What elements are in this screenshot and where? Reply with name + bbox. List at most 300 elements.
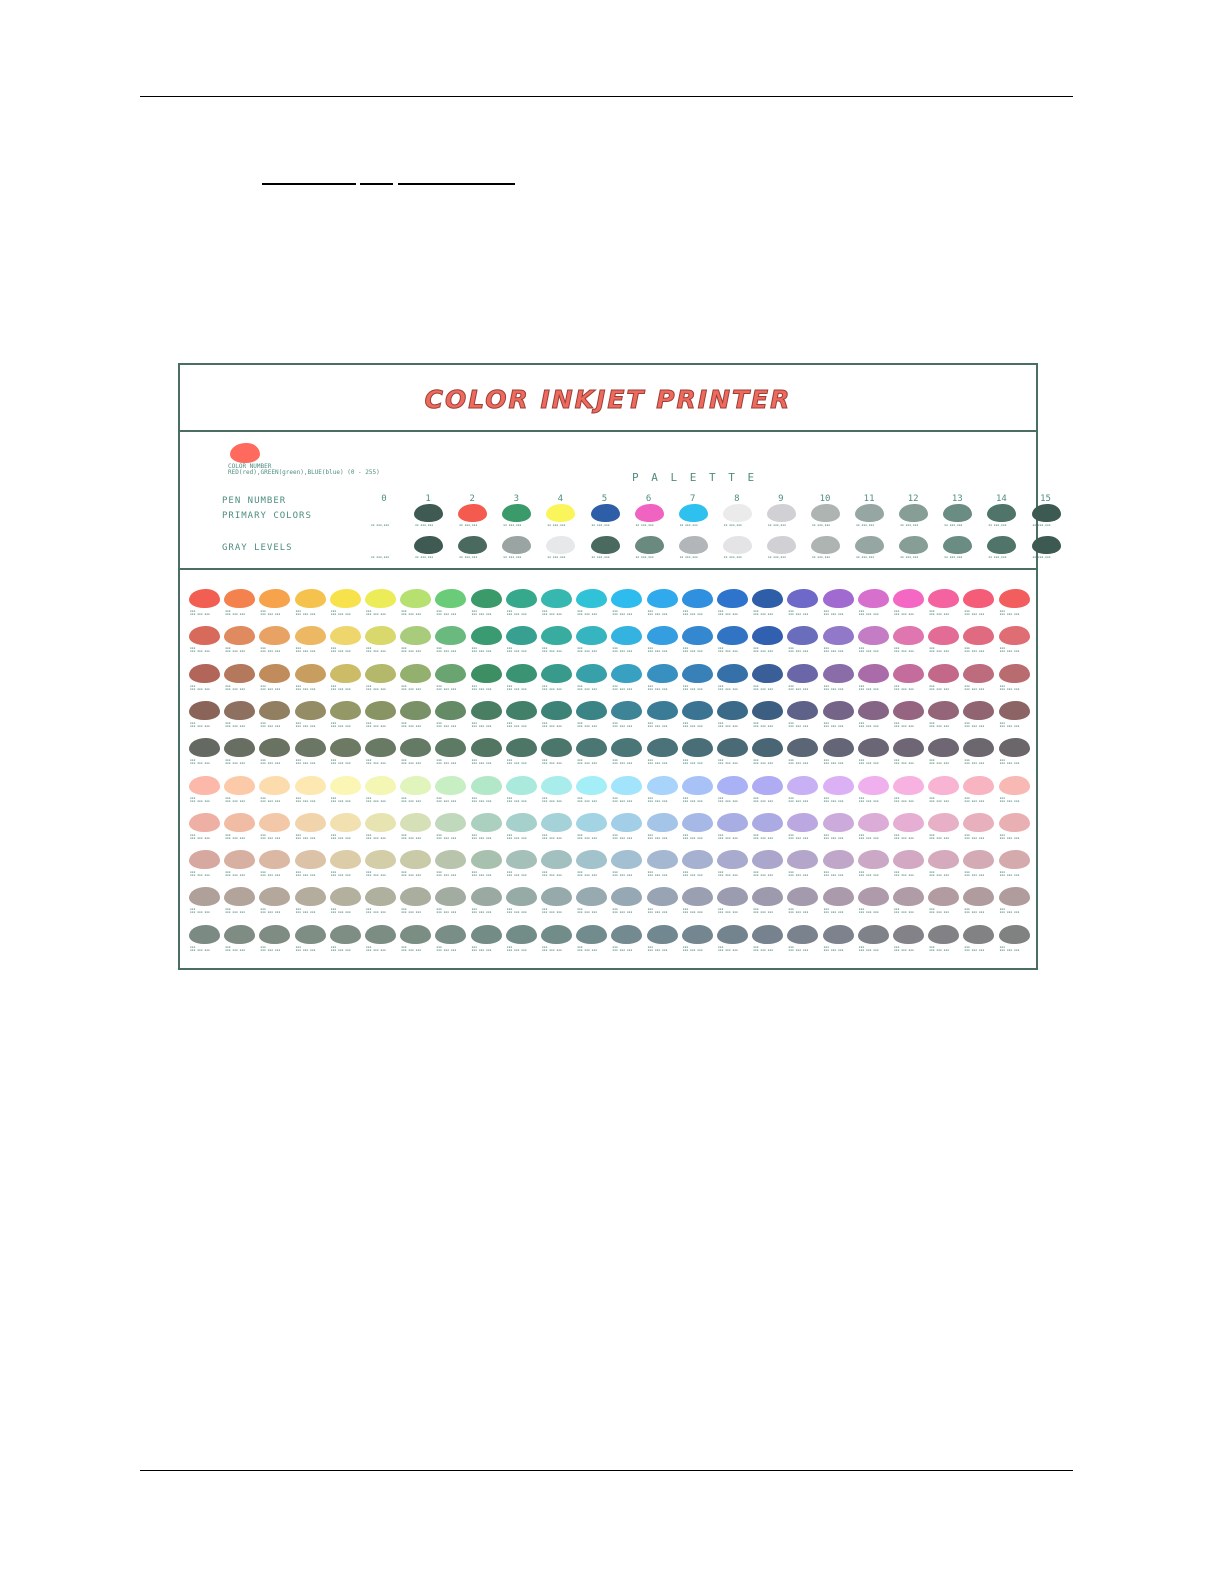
color-swatch — [928, 626, 959, 645]
color-swatch-caption: ▪▪▪ ▪▪▪ ▪▪▪ ▪▪▪ — [436, 646, 457, 654]
color-swatch — [928, 813, 959, 832]
color-swatch-caption: ▪▪▪ ▪▪▪ ▪▪▪ ▪▪▪ — [858, 758, 879, 766]
color-swatch-caption: ▪▪▪ ▪▪▪ ▪▪▪ ▪▪▪ — [295, 870, 316, 878]
color-swatch — [682, 776, 713, 795]
color-swatch — [647, 589, 678, 608]
color-swatch — [858, 664, 889, 683]
color-swatch-caption: ▪▪▪ ▪▪▪ ▪▪▪ ▪▪▪ — [894, 795, 914, 803]
color-swatch — [259, 664, 290, 683]
color-swatch — [224, 701, 255, 720]
pen-number: 2 — [469, 494, 475, 504]
gray-level-swatch-caption: ▪▪ ▪▪▪,▪▪▪ — [415, 555, 434, 559]
color-swatch — [893, 813, 924, 832]
color-swatch — [471, 701, 502, 720]
color-swatch-caption: ▪▪▪ ▪▪▪ ▪▪▪ ▪▪▪ — [471, 609, 492, 616]
color-swatch-caption: ▪▪▪ ▪▪▪ ▪▪▪ ▪▪▪ — [436, 795, 457, 803]
primary-color-swatch — [591, 504, 620, 522]
color-swatch-caption: ▪▪▪ ▪▪▪ ▪▪▪ ▪▪▪ — [471, 870, 492, 878]
color-swatch — [611, 813, 642, 832]
color-swatch — [576, 776, 607, 795]
color-swatch-caption: ▪▪▪ ▪▪▪ ▪▪▪ ▪▪▪ — [929, 870, 950, 878]
color-swatch — [963, 738, 994, 757]
color-swatch-caption: ▪▪▪ ▪▪▪ ▪▪▪ ▪▪▪ — [753, 720, 774, 728]
color-swatch-caption: ▪▪▪ ▪▪▪ ▪▪▪ ▪▪▪ — [718, 609, 738, 616]
color-swatch-caption: ▪▪▪ ▪▪▪ ▪▪▪ ▪▪▪ — [506, 609, 527, 616]
color-swatch-caption: ▪▪▪ ▪▪▪ ▪▪▪ ▪▪▪ — [858, 720, 879, 728]
footer-rule — [140, 1470, 1073, 1471]
primary-color-swatch-caption: ▪▪ ▪▪▪,▪▪▪ — [679, 523, 698, 527]
color-swatch-caption: ▪▪▪ ▪▪▪ ▪▪▪ ▪▪▪ — [401, 795, 422, 803]
color-swatch-caption: ▪▪▪ ▪▪▪ ▪▪▪ ▪▪▪ — [788, 609, 809, 616]
color-swatch-caption: ▪▪▪ ▪▪▪ ▪▪▪ ▪▪▪ — [858, 646, 879, 654]
color-swatch — [189, 850, 220, 869]
color-swatch-caption: ▪▪▪ ▪▪▪ ▪▪▪ ▪▪▪ — [190, 646, 210, 654]
color-swatch-caption: ▪▪▪ ▪▪▪ ▪▪▪ ▪▪▪ — [894, 758, 914, 766]
color-swatch-caption: ▪▪▪ ▪▪▪ ▪▪▪ ▪▪▪ — [858, 832, 879, 840]
color-swatch-caption: ▪▪▪ ▪▪▪ ▪▪▪ ▪▪▪ — [682, 609, 703, 616]
color-swatch-caption: ▪▪▪ ▪▪▪ ▪▪▪ ▪▪▪ — [542, 683, 562, 691]
color-swatch-caption: ▪▪▪ ▪▪▪ ▪▪▪ ▪▪▪ — [577, 944, 598, 952]
color-swatch-caption: ▪▪▪ ▪▪▪ ▪▪▪ ▪▪▪ — [260, 795, 281, 803]
color-swatch — [611, 589, 642, 608]
color-swatch — [823, 738, 854, 757]
color-swatch — [224, 626, 255, 645]
gray-level-swatch — [943, 536, 972, 554]
color-swatch — [963, 664, 994, 683]
color-swatch-caption: ▪▪▪ ▪▪▪ ▪▪▪ ▪▪▪ — [753, 944, 774, 952]
primary-color-swatch-caption: ▪▪ ▪▪▪,▪▪▪ — [944, 523, 963, 527]
color-swatch — [400, 813, 431, 832]
color-swatch — [189, 738, 220, 757]
gray-level-swatch-caption: ▪▪ ▪▪▪,▪▪▪ — [459, 555, 478, 559]
color-swatch — [717, 626, 748, 645]
color-swatch-caption: ▪▪▪ ▪▪▪ ▪▪▪ ▪▪▪ — [436, 720, 457, 728]
color-swatch — [295, 738, 326, 757]
pen-number: 9 — [778, 494, 784, 504]
color-swatch — [330, 626, 361, 645]
color-swatch — [576, 589, 607, 608]
color-swatch-caption: ▪▪▪ ▪▪▪ ▪▪▪ ▪▪▪ — [718, 907, 738, 915]
color-swatch — [858, 701, 889, 720]
color-swatch — [259, 701, 290, 720]
color-swatch-caption: ▪▪▪ ▪▪▪ ▪▪▪ ▪▪▪ — [260, 758, 281, 766]
color-swatch-caption: ▪▪▪ ▪▪▪ ▪▪▪ ▪▪▪ — [506, 683, 527, 691]
gray-level-swatch — [855, 536, 884, 554]
pen-number: 0 — [381, 494, 387, 504]
color-swatch-caption: ▪▪▪ ▪▪▪ ▪▪▪ ▪▪▪ — [788, 720, 809, 728]
color-swatch-caption: ▪▪▪ ▪▪▪ ▪▪▪ ▪▪▪ — [929, 758, 950, 766]
color-swatch-caption: ▪▪▪ ▪▪▪ ▪▪▪ ▪▪▪ — [577, 758, 598, 766]
primary-colors-label: PRIMARY COLORS — [222, 511, 312, 521]
color-swatch-caption: ▪▪▪ ▪▪▪ ▪▪▪ ▪▪▪ — [190, 609, 210, 616]
color-swatch — [365, 887, 396, 906]
color-swatch — [400, 887, 431, 906]
color-swatch-caption: ▪▪▪ ▪▪▪ ▪▪▪ ▪▪▪ — [647, 683, 668, 691]
color-swatch — [752, 776, 783, 795]
color-swatch-caption: ▪▪▪ ▪▪▪ ▪▪▪ ▪▪▪ — [894, 646, 914, 654]
color-swatch-caption: ▪▪▪ ▪▪▪ ▪▪▪ ▪▪▪ — [823, 832, 844, 840]
gray-level-swatch — [414, 536, 443, 554]
color-swatch-caption: ▪▪▪ ▪▪▪ ▪▪▪ ▪▪▪ — [506, 832, 527, 840]
color-swatch-caption: ▪▪▪ ▪▪▪ ▪▪▪ ▪▪▪ — [542, 609, 562, 616]
color-swatch — [259, 589, 290, 608]
color-swatch-caption: ▪▪▪ ▪▪▪ ▪▪▪ ▪▪▪ — [330, 907, 351, 915]
color-swatch-caption: ▪▪▪ ▪▪▪ ▪▪▪ ▪▪▪ — [436, 758, 457, 766]
primary-color-swatch — [987, 504, 1016, 522]
color-swatch-caption: ▪▪▪ ▪▪▪ ▪▪▪ ▪▪▪ — [647, 870, 668, 878]
color-swatch-caption: ▪▪▪ ▪▪▪ ▪▪▪ ▪▪▪ — [999, 944, 1020, 952]
color-swatch-caption: ▪▪▪ ▪▪▪ ▪▪▪ ▪▪▪ — [577, 870, 598, 878]
color-swatch-caption: ▪▪▪ ▪▪▪ ▪▪▪ ▪▪▪ — [366, 720, 386, 728]
color-swatch — [823, 813, 854, 832]
color-swatch — [471, 925, 502, 944]
color-swatch-caption: ▪▪▪ ▪▪▪ ▪▪▪ ▪▪▪ — [190, 907, 210, 915]
color-swatch — [752, 701, 783, 720]
primary-color-swatch-caption: ▪▪ ▪▪▪,▪▪▪ — [1032, 523, 1051, 527]
color-swatch — [717, 887, 748, 906]
color-swatch-caption: ▪▪▪ ▪▪▪ ▪▪▪ ▪▪▪ — [788, 832, 809, 840]
gray-level-swatch — [1032, 536, 1061, 554]
pen-number: 15 — [1040, 494, 1051, 504]
color-swatch — [471, 776, 502, 795]
color-swatch-caption: ▪▪▪ ▪▪▪ ▪▪▪ ▪▪▪ — [682, 944, 703, 952]
color-swatch-caption: ▪▪▪ ▪▪▪ ▪▪▪ ▪▪▪ — [330, 720, 351, 728]
color-swatch — [224, 738, 255, 757]
color-swatch — [928, 701, 959, 720]
color-swatch-caption: ▪▪▪ ▪▪▪ ▪▪▪ ▪▪▪ — [788, 683, 809, 691]
color-swatch — [506, 701, 537, 720]
color-swatch-caption: ▪▪▪ ▪▪▪ ▪▪▪ ▪▪▪ — [330, 944, 351, 952]
color-swatch — [787, 589, 818, 608]
color-swatch-caption: ▪▪▪ ▪▪▪ ▪▪▪ ▪▪▪ — [894, 944, 914, 952]
color-swatch — [295, 776, 326, 795]
color-swatch — [576, 813, 607, 832]
color-swatch — [752, 887, 783, 906]
color-swatch-caption: ▪▪▪ ▪▪▪ ▪▪▪ ▪▪▪ — [401, 720, 422, 728]
color-swatch — [647, 701, 678, 720]
color-swatch-caption: ▪▪▪ ▪▪▪ ▪▪▪ ▪▪▪ — [366, 907, 386, 915]
color-swatch — [823, 664, 854, 683]
color-swatch — [471, 664, 502, 683]
primary-color-swatch-caption: ▪▪ ▪▪▪,▪▪▪ — [767, 523, 786, 527]
color-swatch-caption: ▪▪▪ ▪▪▪ ▪▪▪ ▪▪▪ — [682, 795, 703, 803]
color-swatch — [506, 813, 537, 832]
color-swatch-caption: ▪▪▪ ▪▪▪ ▪▪▪ ▪▪▪ — [682, 832, 703, 840]
pen-number: 5 — [601, 494, 608, 504]
color-swatch-caption: ▪▪▪ ▪▪▪ ▪▪▪ ▪▪▪ — [999, 795, 1020, 803]
color-swatch-caption: ▪▪▪ ▪▪▪ ▪▪▪ ▪▪▪ — [858, 683, 879, 691]
color-swatch-caption: ▪▪▪ ▪▪▪ ▪▪▪ ▪▪▪ — [330, 832, 351, 840]
color-swatch-caption: ▪▪▪ ▪▪▪ ▪▪▪ ▪▪▪ — [999, 832, 1020, 840]
color-swatch — [400, 925, 431, 944]
color-swatch-caption: ▪▪▪ ▪▪▪ ▪▪▪ ▪▪▪ — [577, 683, 598, 691]
color-swatch-caption: ▪▪▪ ▪▪▪ ▪▪▪ ▪▪▪ — [753, 683, 774, 691]
color-swatch-caption: ▪▪▪ ▪▪▪ ▪▪▪ ▪▪▪ — [858, 907, 879, 915]
color-swatch — [823, 925, 854, 944]
color-swatch — [963, 850, 994, 869]
color-swatch-caption: ▪▪▪ ▪▪▪ ▪▪▪ ▪▪▪ — [542, 795, 562, 803]
color-swatch-caption: ▪▪▪ ▪▪▪ ▪▪▪ ▪▪▪ — [612, 609, 633, 616]
gray-level-swatch — [723, 536, 752, 554]
gray-level-swatch-caption: ▪▪ ▪▪▪,▪▪▪ — [371, 555, 390, 559]
color-swatch — [471, 626, 502, 645]
color-swatch-caption: ▪▪▪ ▪▪▪ ▪▪▪ ▪▪▪ — [718, 832, 738, 840]
color-swatch — [611, 850, 642, 869]
color-swatch-caption: ▪▪▪ ▪▪▪ ▪▪▪ ▪▪▪ — [366, 832, 386, 840]
palette-label: P A L E T T E — [632, 471, 758, 484]
color-swatch — [717, 738, 748, 757]
color-swatch-caption: ▪▪▪ ▪▪▪ ▪▪▪ ▪▪▪ — [718, 758, 738, 766]
color-swatch — [576, 925, 607, 944]
color-swatch — [259, 738, 290, 757]
color-swatch — [295, 813, 326, 832]
color-swatch-caption: ▪▪▪ ▪▪▪ ▪▪▪ ▪▪▪ — [823, 646, 844, 654]
color-swatch — [858, 589, 889, 608]
primary-color-swatch-caption: ▪▪ ▪▪▪,▪▪▪ — [723, 523, 742, 527]
color-swatch-caption: ▪▪▪ ▪▪▪ ▪▪▪ ▪▪▪ — [577, 832, 598, 840]
color-swatch-caption: ▪▪▪ ▪▪▪ ▪▪▪ ▪▪▪ — [929, 683, 950, 691]
color-swatch-caption: ▪▪▪ ▪▪▪ ▪▪▪ ▪▪▪ — [506, 944, 527, 952]
pen-number: 12 — [907, 494, 919, 504]
color-swatch-caption: ▪▪▪ ▪▪▪ ▪▪▪ ▪▪▪ — [929, 795, 950, 803]
color-swatch — [858, 626, 889, 645]
color-swatch-caption: ▪▪▪ ▪▪▪ ▪▪▪ ▪▪▪ — [190, 832, 210, 840]
color-swatch-caption: ▪▪▪ ▪▪▪ ▪▪▪ ▪▪▪ — [295, 832, 316, 840]
color-swatch-caption: ▪▪▪ ▪▪▪ ▪▪▪ ▪▪▪ — [506, 795, 527, 803]
color-swatch-caption: ▪▪▪ ▪▪▪ ▪▪▪ ▪▪▪ — [753, 795, 774, 803]
color-swatch — [787, 850, 818, 869]
color-swatch-caption: ▪▪▪ ▪▪▪ ▪▪▪ ▪▪▪ — [401, 683, 422, 691]
color-swatch — [647, 626, 678, 645]
color-swatch — [963, 701, 994, 720]
color-swatch-caption: ▪▪▪ ▪▪▪ ▪▪▪ ▪▪▪ — [682, 720, 703, 728]
primary-color-swatch — [855, 504, 884, 522]
color-swatch-caption: ▪▪▪ ▪▪▪ ▪▪▪ ▪▪▪ — [436, 609, 457, 616]
gray-levels-label: GRAY LEVELS — [222, 543, 293, 553]
color-swatch — [400, 850, 431, 869]
color-swatch-caption: ▪▪▪ ▪▪▪ ▪▪▪ ▪▪▪ — [823, 795, 844, 803]
color-swatch-caption: ▪▪▪ ▪▪▪ ▪▪▪ ▪▪▪ — [506, 646, 527, 654]
chart-title: COLOR INKJET PRINTER — [424, 385, 792, 414]
primary-color-swatch — [502, 504, 531, 522]
color-swatch — [541, 887, 572, 906]
legend-sample-swatch — [230, 443, 260, 463]
color-swatch — [224, 850, 255, 869]
color-swatch-caption: ▪▪▪ ▪▪▪ ▪▪▪ ▪▪▪ — [718, 646, 738, 654]
gray-level-swatch — [502, 536, 531, 554]
color-swatch — [576, 850, 607, 869]
color-swatch-caption: ▪▪▪ ▪▪▪ ▪▪▪ ▪▪▪ — [295, 795, 316, 803]
color-swatch-caption: ▪▪▪ ▪▪▪ ▪▪▪ ▪▪▪ — [190, 720, 210, 728]
color-swatch-caption: ▪▪▪ ▪▪▪ ▪▪▪ ▪▪▪ — [929, 944, 950, 952]
color-swatch-caption: ▪▪▪ ▪▪▪ ▪▪▪ ▪▪▪ — [260, 683, 281, 691]
color-swatch — [717, 776, 748, 795]
color-swatch — [189, 887, 220, 906]
color-swatch-caption: ▪▪▪ ▪▪▪ ▪▪▪ ▪▪▪ — [225, 683, 246, 691]
color-swatch-caption: ▪▪▪ ▪▪▪ ▪▪▪ ▪▪▪ — [506, 870, 527, 878]
color-swatch-caption: ▪▪▪ ▪▪▪ ▪▪▪ ▪▪▪ — [612, 683, 633, 691]
pen-number: 8 — [734, 494, 740, 504]
color-swatch — [189, 589, 220, 608]
color-swatch — [647, 664, 678, 683]
color-swatch — [295, 850, 326, 869]
color-swatch — [259, 626, 290, 645]
color-swatch-caption: ▪▪▪ ▪▪▪ ▪▪▪ ▪▪▪ — [718, 944, 738, 952]
color-swatch — [471, 850, 502, 869]
color-swatch-caption: ▪▪▪ ▪▪▪ ▪▪▪ ▪▪▪ — [612, 646, 633, 654]
color-swatch-caption: ▪▪▪ ▪▪▪ ▪▪▪ ▪▪▪ — [964, 944, 985, 952]
color-swatch — [717, 589, 748, 608]
color-swatch — [823, 887, 854, 906]
color-swatch-caption: ▪▪▪ ▪▪▪ ▪▪▪ ▪▪▪ — [330, 870, 351, 878]
color-swatch-caption: ▪▪▪ ▪▪▪ ▪▪▪ ▪▪▪ — [295, 720, 316, 728]
color-swatch-caption: ▪▪▪ ▪▪▪ ▪▪▪ ▪▪▪ — [612, 907, 633, 915]
color-swatch-caption: ▪▪▪ ▪▪▪ ▪▪▪ ▪▪▪ — [471, 758, 492, 766]
color-swatch-caption: ▪▪▪ ▪▪▪ ▪▪▪ ▪▪▪ — [471, 907, 492, 915]
color-swatch — [259, 776, 290, 795]
gray-level-swatch-caption: ▪▪ ▪▪▪,▪▪▪ — [988, 555, 1007, 559]
color-swatch — [963, 813, 994, 832]
color-swatch — [365, 776, 396, 795]
color-swatch — [717, 701, 748, 720]
color-swatch — [576, 701, 607, 720]
color-swatch — [999, 626, 1030, 645]
primary-color-swatch-caption: ▪▪ ▪▪▪,▪▪▪ — [900, 523, 919, 527]
color-swatch — [611, 626, 642, 645]
color-swatch — [611, 887, 642, 906]
color-swatch-caption: ▪▪▪ ▪▪▪ ▪▪▪ ▪▪▪ — [894, 907, 914, 915]
color-swatch — [999, 776, 1030, 795]
color-swatch-caption: ▪▪▪ ▪▪▪ ▪▪▪ ▪▪▪ — [366, 683, 386, 691]
color-swatch-caption: ▪▪▪ ▪▪▪ ▪▪▪ ▪▪▪ — [225, 720, 246, 728]
pen-number: 13 — [951, 494, 963, 504]
color-swatch — [682, 925, 713, 944]
primary-color-swatch-caption: ▪▪ ▪▪▪,▪▪▪ — [856, 523, 875, 527]
color-swatch — [365, 850, 396, 869]
color-swatch — [330, 850, 361, 869]
primary-color-swatch — [546, 504, 575, 522]
color-swatch-caption: ▪▪▪ ▪▪▪ ▪▪▪ ▪▪▪ — [823, 609, 844, 616]
color-swatch — [787, 626, 818, 645]
color-swatch-caption: ▪▪▪ ▪▪▪ ▪▪▪ ▪▪▪ — [894, 870, 914, 878]
color-swatch — [259, 887, 290, 906]
color-swatch — [224, 813, 255, 832]
color-swatch-caption: ▪▪▪ ▪▪▪ ▪▪▪ ▪▪▪ — [471, 944, 492, 952]
color-swatch-caption: ▪▪▪ ▪▪▪ ▪▪▪ ▪▪▪ — [647, 609, 668, 616]
color-swatch-caption: ▪▪▪ ▪▪▪ ▪▪▪ ▪▪▪ — [858, 870, 879, 878]
primary-color-swatch — [723, 504, 752, 522]
color-swatch — [682, 850, 713, 869]
color-swatch — [682, 738, 713, 757]
color-swatch-caption: ▪▪▪ ▪▪▪ ▪▪▪ ▪▪▪ — [788, 758, 809, 766]
color-swatch — [330, 701, 361, 720]
color-swatch-caption: ▪▪▪ ▪▪▪ ▪▪▪ ▪▪▪ — [190, 944, 210, 952]
color-swatch-caption: ▪▪▪ ▪▪▪ ▪▪▪ ▪▪▪ — [753, 907, 774, 915]
color-swatch — [858, 925, 889, 944]
color-swatch — [189, 626, 220, 645]
gray-level-swatch — [679, 536, 708, 554]
color-swatch-caption: ▪▪▪ ▪▪▪ ▪▪▪ ▪▪▪ — [542, 944, 562, 952]
color-swatch — [506, 776, 537, 795]
color-swatch-caption: ▪▪▪ ▪▪▪ ▪▪▪ ▪▪▪ — [999, 758, 1020, 766]
color-swatch — [999, 925, 1030, 944]
color-swatch — [365, 589, 396, 608]
color-swatch-caption: ▪▪▪ ▪▪▪ ▪▪▪ ▪▪▪ — [999, 720, 1020, 728]
color-swatch — [682, 887, 713, 906]
color-swatch-caption: ▪▪▪ ▪▪▪ ▪▪▪ ▪▪▪ — [542, 646, 562, 654]
color-swatch-caption: ▪▪▪ ▪▪▪ ▪▪▪ ▪▪▪ — [788, 646, 809, 654]
header-rule — [140, 96, 1073, 97]
title-divider — [180, 430, 1036, 432]
color-swatch — [400, 589, 431, 608]
color-swatch — [611, 925, 642, 944]
color-swatch-caption: ▪▪▪ ▪▪▪ ▪▪▪ ▪▪▪ — [682, 683, 703, 691]
color-swatch — [400, 664, 431, 683]
color-swatch — [928, 776, 959, 795]
color-swatch — [400, 738, 431, 757]
color-swatch-caption: ▪▪▪ ▪▪▪ ▪▪▪ ▪▪▪ — [225, 795, 246, 803]
color-swatch-caption: ▪▪▪ ▪▪▪ ▪▪▪ ▪▪▪ — [330, 609, 351, 616]
color-swatch-caption: ▪▪▪ ▪▪▪ ▪▪▪ ▪▪▪ — [964, 683, 985, 691]
color-swatch — [647, 776, 678, 795]
color-swatch — [576, 664, 607, 683]
color-swatch — [295, 626, 326, 645]
color-swatch — [400, 776, 431, 795]
color-swatch — [999, 813, 1030, 832]
color-swatch-caption: ▪▪▪ ▪▪▪ ▪▪▪ ▪▪▪ — [190, 795, 210, 803]
color-swatch-caption: ▪▪▪ ▪▪▪ ▪▪▪ ▪▪▪ — [225, 870, 246, 878]
color-swatch — [963, 589, 994, 608]
color-swatch — [893, 887, 924, 906]
color-swatch — [928, 850, 959, 869]
color-swatch — [541, 850, 572, 869]
color-swatch — [928, 664, 959, 683]
color-swatch-caption: ▪▪▪ ▪▪▪ ▪▪▪ ▪▪▪ — [436, 683, 457, 691]
color-swatch-caption: ▪▪▪ ▪▪▪ ▪▪▪ ▪▪▪ — [366, 870, 386, 878]
color-swatch — [893, 776, 924, 795]
color-swatch — [963, 776, 994, 795]
gray-level-swatch — [458, 536, 487, 554]
color-swatch-caption: ▪▪▪ ▪▪▪ ▪▪▪ ▪▪▪ — [471, 832, 492, 840]
color-swatch — [224, 664, 255, 683]
color-swatch — [752, 664, 783, 683]
color-swatch-caption: ▪▪▪ ▪▪▪ ▪▪▪ ▪▪▪ — [682, 907, 703, 915]
color-swatch-caption: ▪▪▪ ▪▪▪ ▪▪▪ ▪▪▪ — [964, 720, 985, 728]
color-swatch — [259, 850, 290, 869]
color-swatch — [823, 776, 854, 795]
palette-divider — [180, 568, 1036, 570]
color-swatch — [647, 887, 678, 906]
color-swatch — [506, 850, 537, 869]
color-swatch-caption: ▪▪▪ ▪▪▪ ▪▪▪ ▪▪▪ — [894, 609, 914, 616]
color-swatch — [787, 701, 818, 720]
primary-color-swatch-caption: ▪▪ ▪▪▪,▪▪▪ — [635, 523, 654, 527]
color-swatch — [224, 887, 255, 906]
color-swatch-caption: ▪▪▪ ▪▪▪ ▪▪▪ ▪▪▪ — [612, 758, 633, 766]
color-swatch — [858, 776, 889, 795]
color-swatch — [541, 701, 572, 720]
color-swatch-caption: ▪▪▪ ▪▪▪ ▪▪▪ ▪▪▪ — [718, 870, 738, 878]
color-swatch — [541, 925, 572, 944]
color-swatch-caption: ▪▪▪ ▪▪▪ ▪▪▪ ▪▪▪ — [647, 720, 668, 728]
gray-level-swatch — [811, 536, 840, 554]
color-swatch — [858, 850, 889, 869]
color-swatch-caption: ▪▪▪ ▪▪▪ ▪▪▪ ▪▪▪ — [260, 944, 281, 952]
color-swatch — [506, 925, 537, 944]
color-swatch-caption: ▪▪▪ ▪▪▪ ▪▪▪ ▪▪▪ — [401, 944, 422, 952]
color-swatch — [928, 887, 959, 906]
color-swatch — [893, 850, 924, 869]
